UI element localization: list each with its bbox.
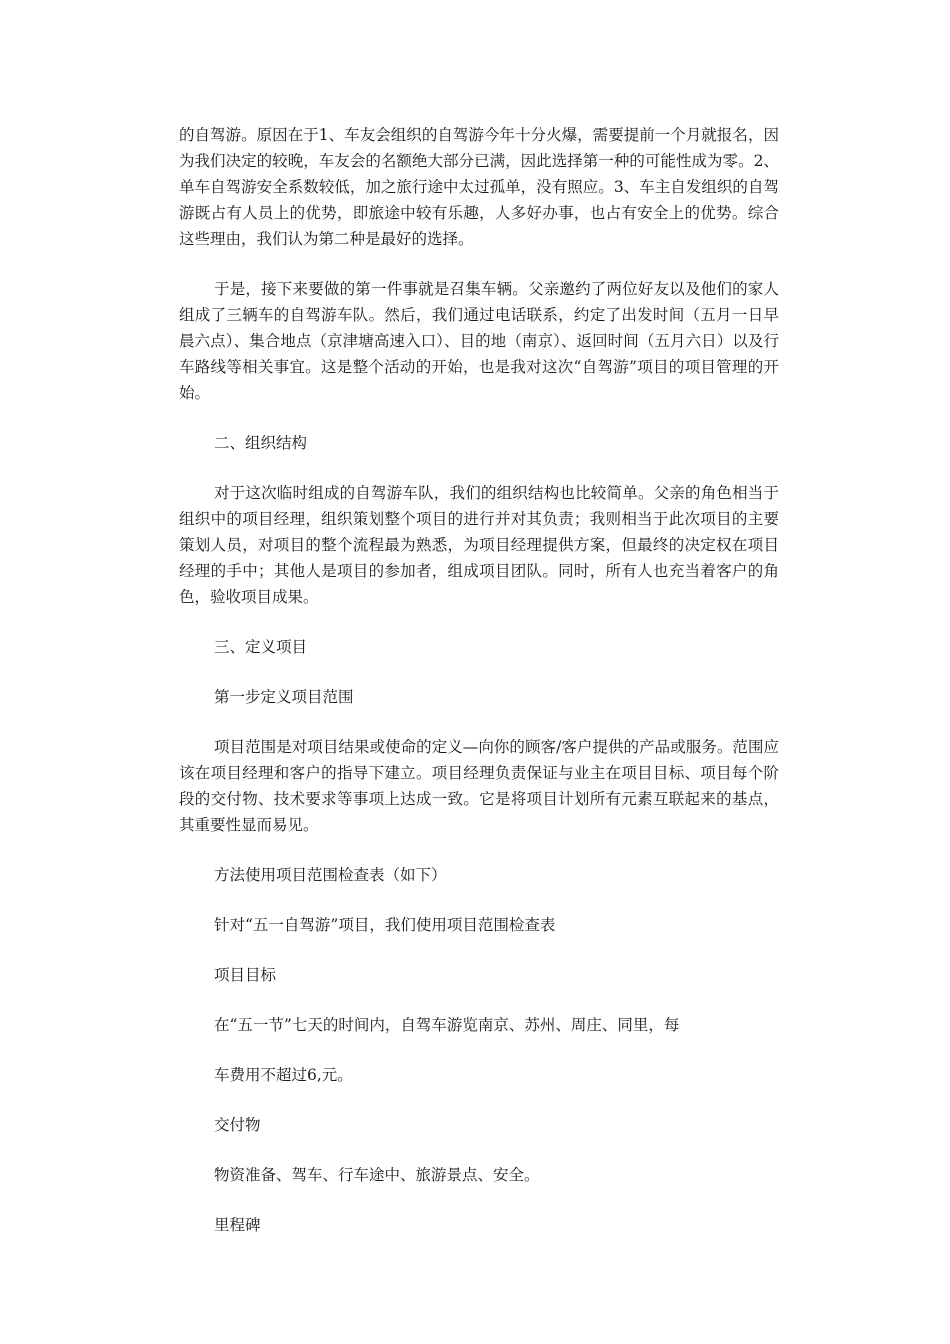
line-objective-detail: 在“五一节”七天的时间内，自驾车游览南京、苏州、周庄、同里，每 bbox=[214, 1016, 680, 1034]
line-scope-checklist-method: 方法使用项目范围检查表（如下） bbox=[214, 866, 447, 884]
label-project-objective: 项目目标 bbox=[214, 966, 277, 984]
line-deliverables-list: 物资准备、驾车、行车途中、旅游景点、安全。 bbox=[214, 1166, 540, 1184]
heading-define-project: 三、定义项目 bbox=[214, 638, 308, 656]
paragraph-organization-roles: 对于这次临时组成的自驾游车队，我们的组织结构也比较简单。父亲的角色相当于组织中的项目经理，组织策划整个项目的进行并对其负责；我则相当于此次项目的主要策划人员，对项目的整个流程最为熟悉，为项目经理提供方案，但最终的决定权在项目经理的手中；其他人是项目的参加者，组成项目团队。同时，所有人也充当着客户的角色，验收项目成果。 bbox=[179, 484, 779, 606]
paragraph-self-drive-reasons: 的自驾游。原因在于1、车友会组织的自驾游今年十分火爆，需要提前一个月就报名，因为我们决定的较晚，车友会的名额绝大部分已满，因此选择第一种的可能性成为零。2、单车自驾游安全系数较低，加之旅行途中太过孤单，没有照应。3、车主自发组织的自驾游既占有人员上的优势，即旅途中较有乐趣，人多好办事，也占有安全上的优势。综合这些理由，我们认为第二种是最好的选择。 bbox=[179, 126, 779, 248]
label-milestones: 里程碑 bbox=[214, 1216, 261, 1234]
paragraph-scope-definition: 项目范围是对项目结果或使命的定义—向你的顾客/客户提供的产品或服务。范围应该在项目经理和客户的指导下建立。项目经理负责保证与业主在项目目标、项目每个阶段的交付物、技术要求等事项上达成一致。它是将项目计划所有元素互联起来的基点，其重要性显而易见。 bbox=[179, 738, 779, 834]
document-body bbox=[179, 122, 779, 1262]
paragraph-assemble-vehicles: 于是，接下来要做的第一件事就是召集车辆。父亲邀约了两位好友以及他们的家人组成了三辆车的自驾游车队。然后，我们通过电话联系，约定了出发时间（五月一日早晨六点）、集合地点（京津塘高速入口）、目的地（南京）、返回时间（五月六日）以及行车路线等相关事宜。这是整个活动的开始，也是我对这次“自驾游”项目的项目管理的开始。 bbox=[179, 280, 779, 402]
line-cost-limit: 车费用不超过6,元。 bbox=[214, 1066, 353, 1084]
line-checklist-usage: 针对“五一自驾游”项目，我们使用项目范围检查表 bbox=[214, 916, 556, 934]
label-deliverables: 交付物 bbox=[214, 1116, 261, 1134]
subheading-define-scope: 第一步定义项目范围 bbox=[214, 688, 354, 706]
heading-organization-structure: 二、组织结构 bbox=[214, 434, 308, 452]
